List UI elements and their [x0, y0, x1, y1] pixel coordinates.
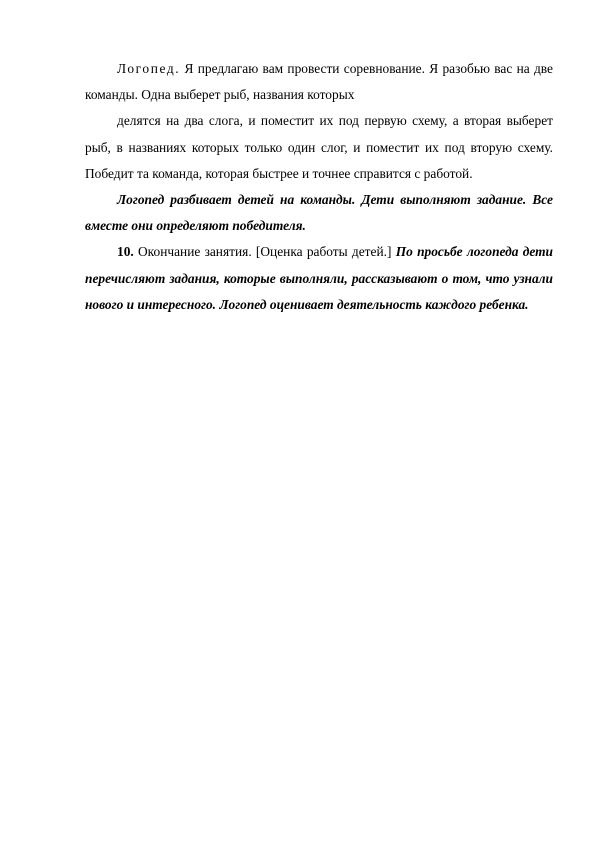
speaker-label: Логопед. — [117, 61, 181, 76]
section-text: По просьбе логопеда дети перечисляют задания, которые выполняли, рассказывают о том, что узнали нового и интересного. Логопед оценивает деятельность каждого ребенка. — [85, 244, 554, 312]
continuation-text: делятся на два слога, и поместит их под первую схему, а вторая выберет рыб, в названиях которых только один слог, и поместит их под вторую схему. Победит та команда, которая быстрее и точнее справится с работой. — [85, 113, 553, 181]
paragraph-speech — [85, 56, 553, 108]
paragraph-continuation — [85, 108, 553, 187]
section-note: [Оценка работы детей.] — [251, 244, 392, 260]
page-content — [85, 56, 553, 318]
speech-text: Я предлагаю вам провести соревнование. Я разобью вас на две команды. Одна выберет рыб, названия которых — [85, 61, 553, 103]
section-heading: Окончание занятия. — [133, 244, 252, 260]
paragraph-instruction — [85, 187, 553, 239]
section-number: 10. — [117, 244, 134, 260]
paragraph-section-10 — [85, 239, 553, 318]
instruction-text: Логопед разбивает детей на команды. Дети выполняют задание. Все вместе они определяют победителя. — [85, 192, 553, 234]
